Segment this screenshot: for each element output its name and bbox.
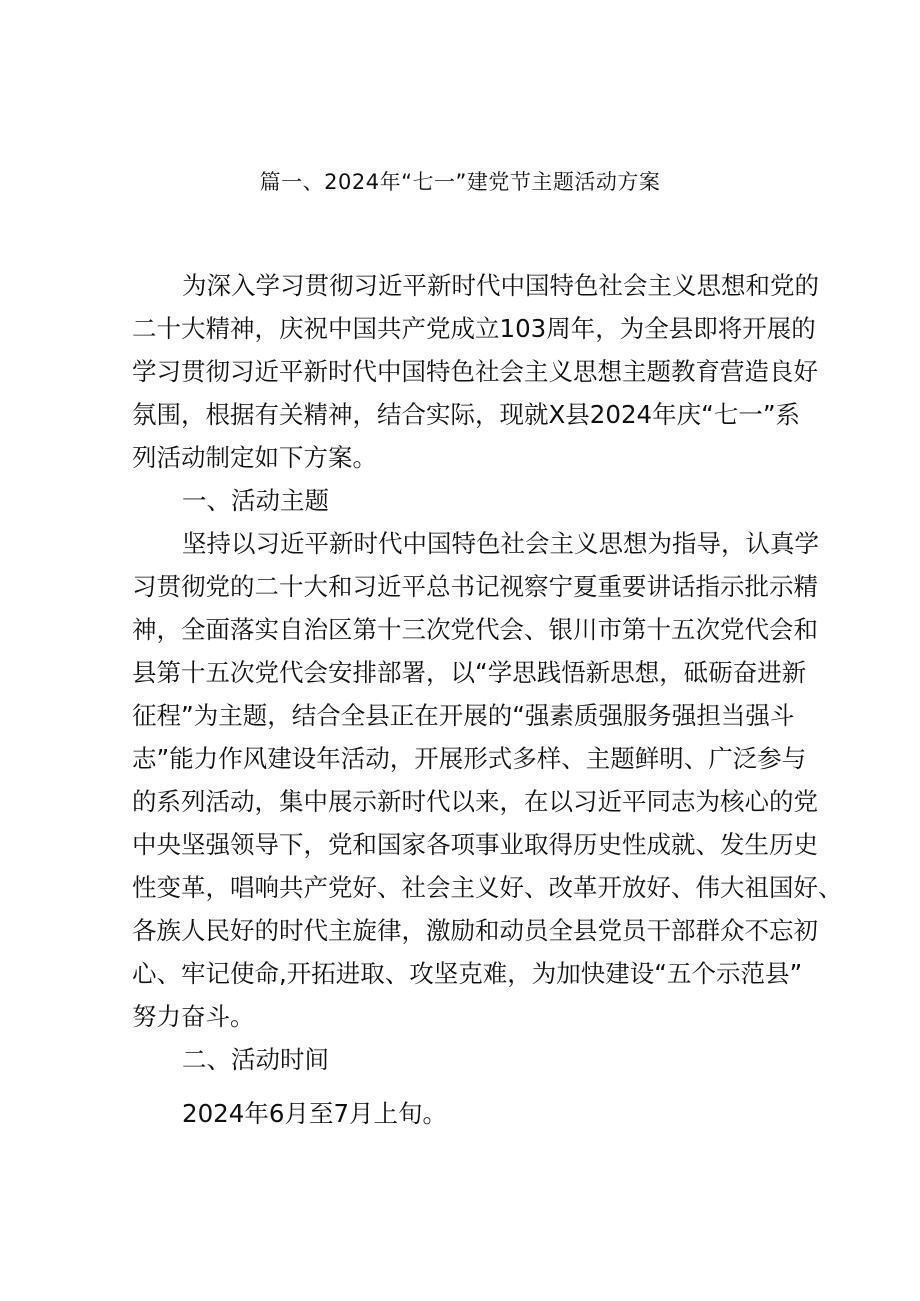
section-2-body: 2024年6月至7月上旬。 [182,1099,448,1128]
section-1-line-5: 征程”为主题，结合全县正在开展的“强素质强服务强担当强斗 [132,701,795,730]
section-1-line-2: 习贯彻党的二十大和习近平总书记视察宁夏重要讲话指示批示精 [132,572,818,601]
intro-line-4: 氛围，根据有关精神，结合实际，现就X县2024年庆“七一”系 [132,400,801,429]
section-1-line-12: 努力奋斗。 [132,1002,255,1031]
section-1-heading: 一、活动主题 [182,486,329,515]
section-1-line-6: 志”能力作风建设年活动，开展形式多样、主题鲜明、广泛参与 [132,744,807,773]
section-1-line-10: 各族人民好的时代主旋律，激励和动员全县党员干部群众不忘初 [132,916,818,945]
section-1-line-3: 神，全面落实自治区第十三次党代会、银川市第十五次党代会和 [132,615,818,644]
section-1-line-9: 性变革，唱响共产党好、社会主义好、改革开放好、伟大祖国好、 [132,873,843,902]
section-1-line-1: 坚持以习近平新时代中国特色社会主义思想为指导，认真学 [182,529,819,558]
document-title: 篇一、2024年“七一”建党节主题活动方案 [259,170,661,194]
section-1-line-4: 县第十五次党代会安排部署，以“学思践悟新思想，砥砺奋进新 [132,658,807,687]
section-2-heading: 二、活动时间 [182,1045,329,1074]
section-1-line-7: 的系列活动，集中展示新时代以来，在以习近平同志为核心的党 [132,787,818,816]
section-1-line-11: 心、牢记使命,开拓进取、攻坚克难，为加快建设“五个示范县” [132,959,803,988]
intro-line-3: 学习贯彻习近平新时代中国特色社会主义思想主题教育营造良好 [132,357,818,386]
section-1-line-8: 中央坚强领导下，党和国家各项事业取得历史性成就、发生历史 [132,830,818,859]
intro-line-2: 二十大精神，庆祝中国共产党成立103周年，为全县即将开展的 [132,314,816,343]
intro-line-1: 为深入学习贯彻习近平新时代中国特色社会主义思想和党的 [182,271,819,300]
intro-line-5: 列活动制定如下方案。 [132,443,377,472]
